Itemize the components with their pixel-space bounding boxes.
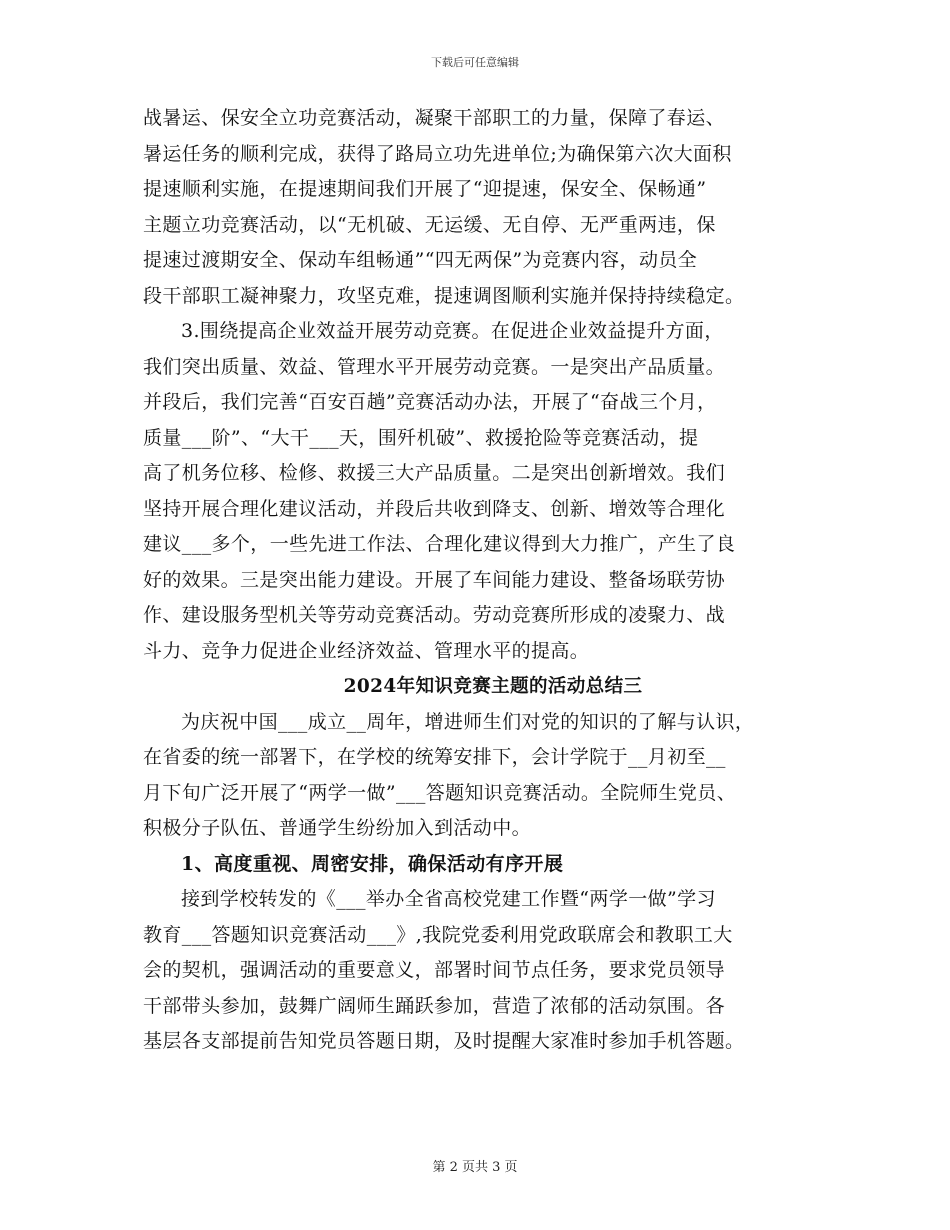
paragraph-line: 斗力、竞争力促进企业经济效益、管理水平的提高。: [143, 639, 590, 662]
paragraph-line: 好的效果。三是突出能力建设。开展了车间能力建设、整备场联劳协: [143, 568, 726, 591]
paragraph-line: 在省委的统一部署下，在学校的统筹安排下，会计学院于__月初至__: [143, 746, 726, 768]
paragraph-line: 提速过渡期安全、保动车组畅通”“四无两保”为竞赛内容，动员全: [143, 249, 698, 271]
paragraph-line: 坚持开展合理化建议活动，并段后共收到降支、创新、增效等合理化: [143, 497, 726, 520]
subsection-heading: 1、高度重视、周密安排，确保活动有序开展: [181, 852, 564, 875]
paragraph-line: 主题立功竞赛活动，以“无机破、无运缓、无自停、无严重两违，保: [143, 213, 716, 236]
paragraph-line: 建议___多个，一些先进工作法、合理化建议得到大力推广，产生了良: [143, 533, 736, 555]
paragraph-line: 段干部职工凝神聚力，攻坚克难，提速调图顺利实施并保持持续稳定。: [143, 284, 745, 307]
page-footer: 第 2 页共 3 页: [432, 1160, 518, 1175]
section-title: 2024年知识竞赛主题的活动总结三: [343, 676, 643, 697]
page-header: 下载后可任意编辑: [431, 56, 519, 69]
paragraph-line: 提速顺利实施，在提速期间我们开展了“迎提速，保安全、保畅通”: [143, 178, 707, 200]
paragraph-line: 干部带头参加，鼓舞广阔师生踊跃参加，营造了浓郁的活动氛围。各: [143, 994, 726, 1017]
paragraph-line: 暑运任务的顺利完成，获得了路局立功先进单位;为确保第六次大面积: [143, 142, 732, 165]
paragraph-line: 积极分子队伍、普通学生纷纷加入到活动中。: [143, 817, 532, 839]
paragraph-line: 并段后，我们完善“百安百趟”竞赛活动办法，开展了“奋战三个月，: [143, 391, 717, 413]
paragraph-line: 3.围绕提高企业效益开展劳动竞赛。在促进企业效益提升方面，: [181, 320, 724, 342]
document-body: [143, 101, 823, 1060]
paragraph-line: 我们突出质量、效益、管理水平开展劳动竞赛。一是突出产品质量。: [143, 355, 726, 378]
paragraph-line: 月下旬广泛开展了“两学一做”___答题知识竞赛活动。全院师生党员、: [143, 781, 737, 804]
paragraph-line: 作、建设服务型机关等劳动竞赛活动。劳动竞赛所形成的凌聚力、战: [143, 604, 726, 626]
paragraph-line: 接到学校转发的《___举办全省高校党建工作暨“两学一做”学习: [181, 888, 716, 910]
paragraph-line: 会的契机，强调活动的重要意义，部署时间节点任务，要求党员领导: [143, 959, 726, 981]
paragraph-line: 质量___阶”、“大干___天，围歼机破”、救援抢险等竞赛活动，提: [143, 426, 699, 449]
paragraph-line: 战暑运、保安全立功竞赛活动，凝聚干部职工的力量，保障了春运、: [143, 107, 726, 129]
paragraph-line: 为庆祝中国___成立__周年，增进师生们对党的知识的了解与认识，: [181, 710, 755, 733]
paragraph-line: 高了机务位移、检修、救援三大产品质量。二是突出创新增效。我们: [143, 462, 726, 484]
paragraph-line: 基层各支部提前告知党员答题日期，及时提醒大家准时参加手机答题。: [143, 1030, 745, 1052]
paragraph-line: 教育___答题知识竞赛活动___》,我院党委利用党政联席会和教职工大: [143, 923, 733, 946]
